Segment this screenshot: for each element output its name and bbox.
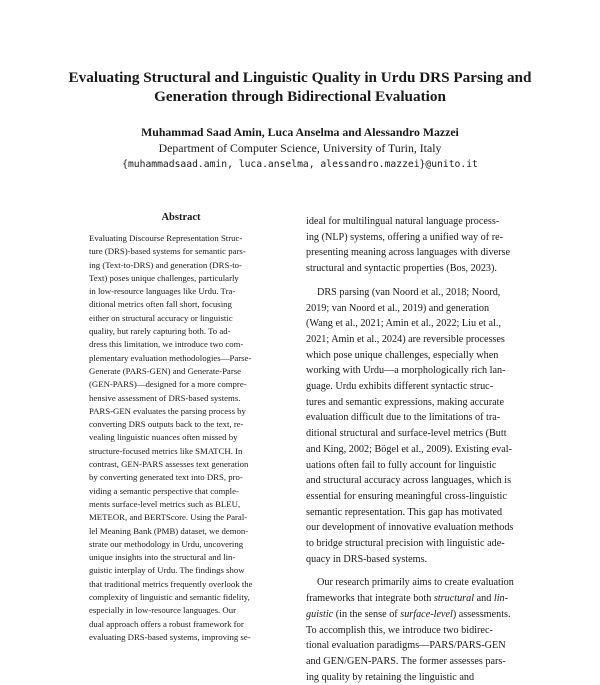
body-line: essential for ensuring meaningful cross-linguistic xyxy=(306,490,507,502)
abstract-line: ture (DRS)-based systems for semantic pars- xyxy=(89,246,246,257)
title-line: Evaluating Structural and Linguistic Quality in Urdu DRS Parsing and xyxy=(68,69,532,86)
abstract-body xyxy=(89,232,273,644)
abstract-line: vealing linguistic nuances often missed by xyxy=(89,432,238,443)
abstract-line: by converting generated text into DRS, pro- xyxy=(89,472,243,483)
body-line: guage. Urdu exhibits different syntactic struc- xyxy=(306,381,494,393)
abstract-line: PARS-GEN evaluates the parsing process by xyxy=(89,405,246,416)
emphasis-surface-level: surface-level xyxy=(400,608,453,620)
abstract-line: evaluating DRS-based systems, improving se- xyxy=(89,631,251,642)
abstract-line: ing (Text-to-DRS) and generation (DRS-to- xyxy=(89,259,242,270)
abstract-line: METEOR, and BERTScore. Using the Paral- xyxy=(89,512,248,523)
abstract-line: dual approach offers a robust framework for xyxy=(89,618,244,629)
body-line: (Wang et al., 2021; Amin et al., 2022; Liu et al., xyxy=(306,318,501,330)
body-line: tures and semantic expressions, making accurate xyxy=(306,396,505,408)
intro-column xyxy=(306,214,530,685)
abstract-line: especially in low-resource languages. Our xyxy=(89,605,236,616)
abstract-line: Text) poses unique challenges, particularly xyxy=(89,272,239,283)
emphasis-structural: structural xyxy=(433,593,475,605)
paper-title xyxy=(40,68,560,106)
intro-paragraph-2 xyxy=(306,285,530,568)
title-line: Generation through Bidirectional Evaluation xyxy=(154,88,446,105)
body-line: structural and syntactic properties (Bos, 2023). xyxy=(306,263,497,275)
abstract-line: complexity of linguistic and semantic fidelity, xyxy=(89,592,250,603)
body-line: semantic representation. This gap has motivated xyxy=(306,506,503,518)
emphasis-linguistic: guistic xyxy=(306,608,334,620)
body-line: quacy in DRS-based systems. xyxy=(306,553,428,565)
intro-paragraph-3 xyxy=(306,575,530,685)
abstract-line: unique insights into the structural and lin- xyxy=(89,552,236,563)
body-line: To accomplish this, we introduce two bidirec- xyxy=(306,624,493,636)
body-line: to bridge structural precision with linguistic ade- xyxy=(306,538,505,550)
abstract-line: converting DRS outputs back to the text, re- xyxy=(89,419,244,430)
body-line: working with Urdu—a morphologically rich lan- xyxy=(306,365,506,377)
body-line: ing (NLP) systems, offering a unified way of re- xyxy=(306,231,504,243)
abstract-line: quality, but rarely capturing both. To ad- xyxy=(89,326,231,337)
abstract-line: strate our methodology in Urdu, uncovering xyxy=(89,538,244,549)
text-run: ) assessments. xyxy=(452,608,511,620)
abstract-line: viding a semantic perspective that comple- xyxy=(89,485,239,496)
body-line: our development of innovative evaluation methods xyxy=(306,522,514,534)
body-line: tional evaluation paradigms—PARS/PARS-GEN xyxy=(306,640,506,652)
body-line: ideal for multilingual natural language process- xyxy=(306,216,500,227)
abstract-line: Generate (PARS-GEN) and Generate-Parse xyxy=(89,365,242,376)
abstract-line: that traditional metrics frequently overlook the xyxy=(89,578,253,589)
email-addresses: {muhammadsaad.amin, luca.anselma, alessandro.mazzei}@unito.it xyxy=(122,159,478,170)
author-list: Muhammad Saad Amin, Luca Anselma and Alessandro Mazzei xyxy=(141,125,459,139)
body-line: and King, 2002; Bögel et al., 2009). Existing eval- xyxy=(306,443,512,455)
text-run: and xyxy=(474,593,494,605)
emphasis-linguistic: lin- xyxy=(493,593,509,605)
text-run: (in the sense of xyxy=(333,608,401,620)
affiliation: Department of Computer Science, University of Turin, Italy xyxy=(158,141,442,155)
abstract-line: hensive assessment of DRS-based systems. xyxy=(89,392,241,403)
abstract-line: guistic interplay of Urdu. The findings show xyxy=(89,565,245,576)
body-line: Our research primarily aims to create evaluation xyxy=(317,577,514,589)
body-line: evaluation difficult due to the limitations of tra- xyxy=(306,412,501,424)
body-line: DRS parsing (van Noord et al., 2018; Noord, xyxy=(317,286,501,298)
body-line: uations often fail to fully account for linguistic xyxy=(306,459,497,471)
abstract-line: Evaluating Discourse Representation Struc- xyxy=(89,233,243,243)
body-line: presenting meaning across languages with diverse xyxy=(306,247,510,259)
abstract-heading: Abstract xyxy=(161,212,201,223)
abstract-line: lel Meaning Bank (PMB) dataset, we demon- xyxy=(89,525,249,536)
abstract-line: in low-resource languages like Urdu. Tra- xyxy=(89,286,236,297)
body-line: 2019; van Noord et al., 2019) and generation xyxy=(306,302,490,314)
text-run: frameworks that integrate both xyxy=(306,593,434,605)
body-line xyxy=(306,591,530,607)
body-line xyxy=(306,607,530,623)
body-line: and structural accuracy across languages, which is xyxy=(306,475,512,487)
body-line: ing quality by retaining the linguistic and xyxy=(306,671,475,683)
intro-paragraph-1 xyxy=(306,214,530,277)
abstract-line: either on structural accuracy or linguistic xyxy=(89,312,233,323)
abstract-line: ditional metrics often fall short, focusing xyxy=(89,299,232,310)
abstract-line: contrast, GEN-PARS assesses text generation xyxy=(89,459,249,470)
body-line: 2021; Amin et al., 2024) are reversible processes xyxy=(306,333,505,345)
abstract-line: (GEN-PARS)—designed for a more compre- xyxy=(89,379,247,390)
body-line: ditional structural and surface-level metrics (Butt xyxy=(306,428,507,440)
body-line: which pose unique challenges, especially when xyxy=(306,349,499,361)
body-line: and GEN/GEN-PARS. The former assesses pars- xyxy=(306,655,506,667)
abstract-line: plementary evaluation methodologies—Parse- xyxy=(89,352,252,363)
abstract-line: dress this limitation, we introduce two com- xyxy=(89,339,244,350)
abstract-line: ments surface-level metrics such as BLEU, xyxy=(89,498,241,509)
abstract-line: structure-focused metrics like SMATCH. In xyxy=(89,445,243,456)
